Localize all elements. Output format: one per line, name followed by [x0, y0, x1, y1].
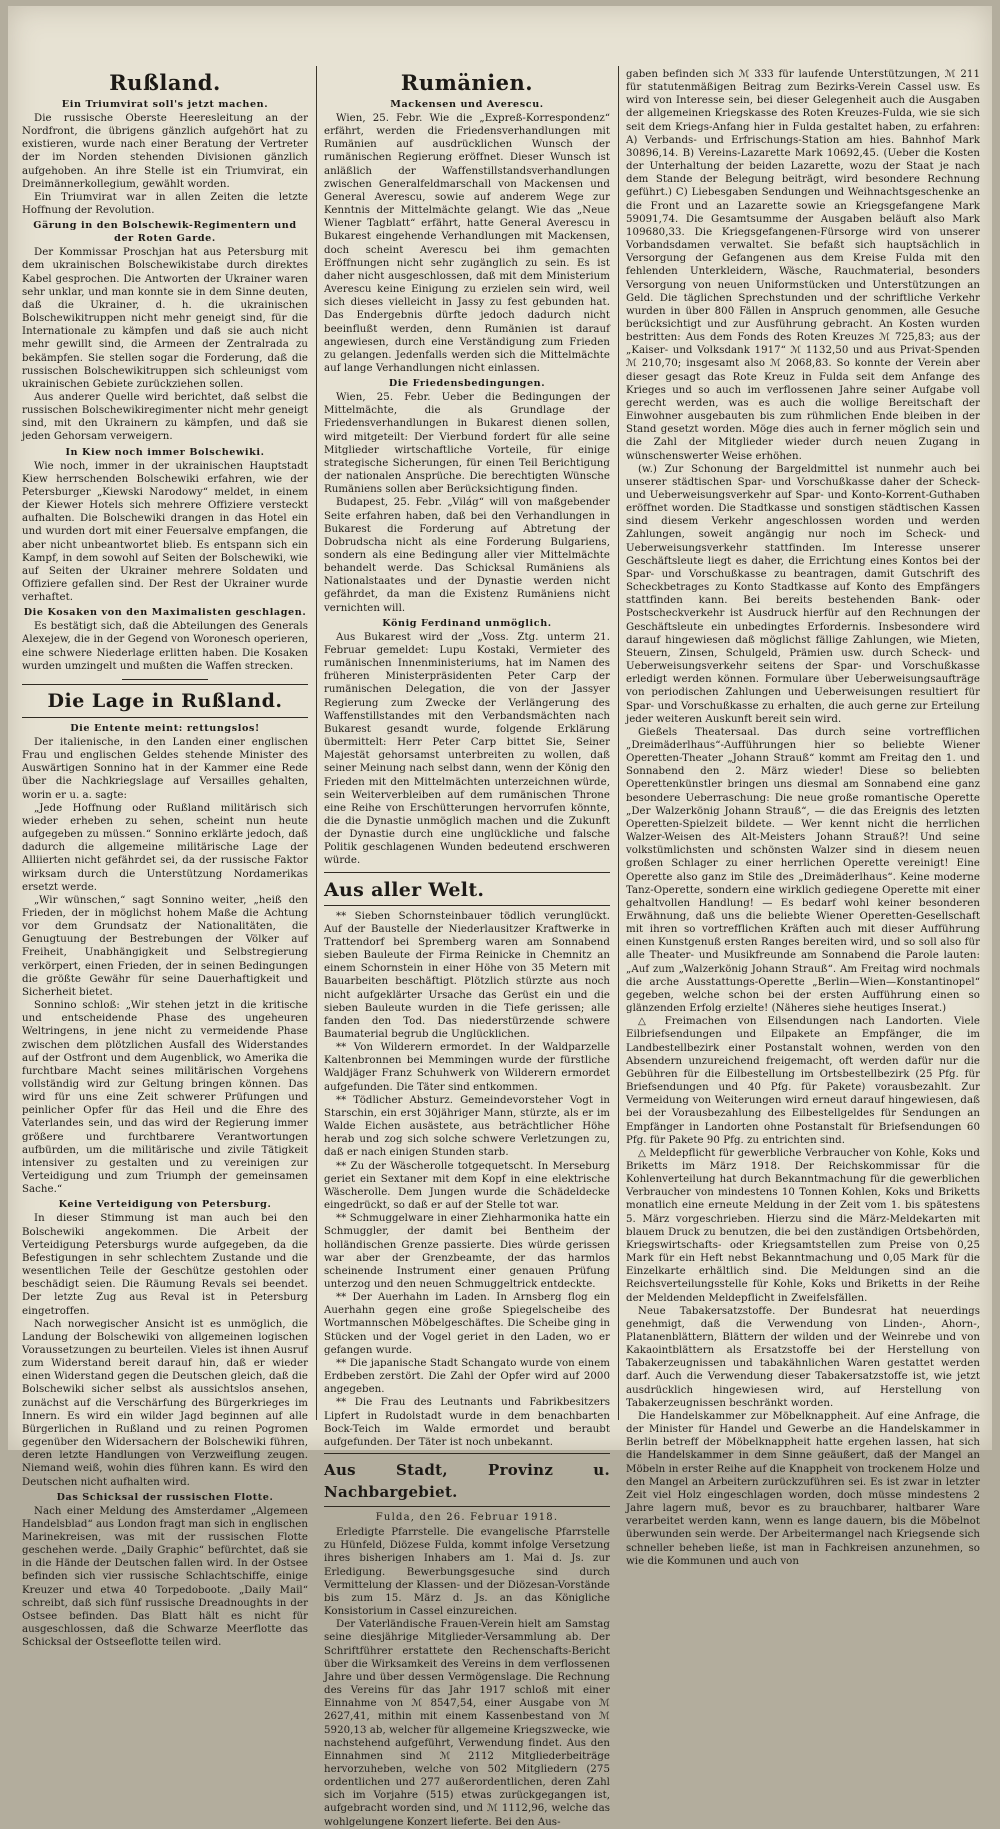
- paragraph: Wien, 25. Febr. Wie die „Expreß-Korrespondenz“ erfährt, werden die Friedensverhandlungen mit Rumänien auf ausdrücklichen Wunsch der rumänischen Regierung eröffnet. Dieser Wunsch ist anläßlich der Waffenstillstandsverhandlungen zwischen Generalfeldmarschall von Mackensen und General Averescu, sowie auf anderem Wege zur Kenntnis der Mittelmächte gelangt. Wie das „Neue Wiener Tagblatt“ erfährt, hatte General Averescu in Bukarest eingehende Verhandlungen mit Mackensen, doch scheint Averescu bei ihm gemachten Eröffnungen nicht sehr zugänglich zu sein. Es ist daher nicht ausgeschlossen, daß mit dem Ministerium Averescu keine Einigung zu erzielen sein wird, weil sich dieses vielleicht in Jassy zu fest gebunden hat. Das Endergebnis dürfte jedoch dadurch nicht beeinflußt werden, denn Rumänien ist darauf angewiesen, durch eine Verständigung zum Frieden zu gelangen. Jedenfalls werden sich die Mittelmächte auf lange Verhandlungen nicht einlassen.: [324, 113, 610, 374]
- newspaper-page: [8, 6, 992, 1828]
- paragraph: gaben befinden sich ℳ 333 für laufende Unterstützungen, ℳ 211 für statutenmäßigen Beitrag zum Bezirks-Verein Cassel usw. Es wird von Interesse sein, bei dieser Gelegenheit auch die Ausgaben der allgemeinen Kriegskasse des Roten Kreuzes-Fulda, wie sie sich seit dem Kriegs-Anfang hier in Fulda gestaltet haben, zu erfahren: A) Verbands- und Erfrischungs-Station am hies. Bahnhof Mark 30896,14. B) Vereins-Lazarette Mark 10692,45. (Ueber die Kosten der Unterhaltung der beiden Lazarette, wozu der Staat je nach dem Stande der Belegung beiträgt, wird besondere Rechnung geführt.) C) Liebesgaben Sendungen und Weihnachtsgeschenke an die Front und an Lazarette sowie an Kriegsgefangene Mark 59091,74. Die Gesamtsumme der Ausgaben beläuft also Mark 109680,33. Die Kriegsgefangenen-Fürsorge wird von unserer Vorbandsdamen verwaltet. Sie befaßt sich hauptsächlich in Versorgung der Gefangenen aus dem Kreise Fulda mit den fehlenden Unterkleidern, Wäsche, Rauchmaterial, besonders Versorgung von neuen Uniformstücken und Unterstützungen an Geld. Die täglichen Sprechstunden und der schriftliche Verkehr wurden in über 800 Fällen in Anspruch genommen, alle Gesuche berücksichtigt und zur Ausführung gebracht. An Kosten wurden bestritten: Aus dem Fonds des Roten Kreuzes ℳ 725,83; aus der „Kaiser- und Volksdank 1917“ ℳ 1132,50 und aus Privat-Spenden ℳ 210,70; insgesamt also ℳ 2068,83. So konnte der Verein aber dieser gesagt das Rote Kreuz in Fulda seit dem Anfange des Krieges und so auch im verflossenen Jahre seiner Aufgabe voll gerecht werden, was es auch die wollige Bereitschaft der Einwohner ausgebauten bis zum rühmlichen Ende bleiben in der Stand gesetzt worden. Möge dies auch in ferner möglich sein und die Zahl der Mitglieder wieder durch neuen Zugang in wünschenswerter Weise erhöhen.: [626, 69, 980, 462]
- paragraph: Wien, 25. Febr. Ueber die Bedingungen der Mittelmächte, die als Grundlage der Friedensverhandlungen in Bukarest dienen sollen, wird mitgeteilt: Der Vierbund fordert für alle seine Mitglieder wirtschaftliche Vorteile, für einige strategische Sicherungen, für einen Teil Berichtigung der nationalen Ansprüche. Die berechtigten Wünsche Rumäniens sollen aber Berücksichtigung finden.: [324, 392, 610, 496]
- paragraph: Nach einer Meldung des Amsterdamer „Algemeen Handelsblad“ aus London fragt man sich in englischen Marinekreisen, was mit der russischen Flotte geschehen werde. „Daily Graphic“ befürchtet, daß sie in die Hände der Deutschen fallen wird. In der Ostsee befinden sich vier russische Schlachtschiffe, einige Kreuzer und etwa 40 Torpedoboote. „Daily Mail“ schreibt, daß sich fünf russische Dreadnoughts in der Ostsee befinden. Das Blatt hält es nicht für ausgeschlossen, daß die Schwarze Meerflotte das Schicksal der Ostseeflotte teilen wird.: [22, 1505, 308, 1649]
- subhead-gaerung: Gärung in den Bolschewik-Regimentern und der Roten Garde.: [33, 220, 297, 245]
- paragraph: „Jede Hoffnung oder Rußland militärisch sich wieder erheben zu sehen, scheint nun heute aufgegeben zu müssen.“ Sonnino erklärte jedoch, daß dadurch die allgemeine militärische Lage der Alliierten nicht gefährdet sei, da der russische Faktor wirksam durch die Unterstützung Nordamerikas ersetzt werde.: [22, 802, 308, 893]
- news-item: ** Schmuggelware in einer Ziehharmonika hatte ein Schmuggler, der damit bei Bentheim der holländischen Grenze passierte. Dies würde gerissen war aber der Grenzbeamte, der das harmlos scheinende Instrument einer genauen Prüfung unterzog und den neuen Schmuggeltrick entdeckte.: [324, 1213, 610, 1290]
- column-1: [22, 68, 308, 1649]
- heading-frame: [22, 684, 308, 718]
- heading-russland: Rußland.: [109, 70, 221, 95]
- subhead-entente: Die Entente meint: rettungslos!: [70, 722, 260, 734]
- paragraph: Nach norwegischer Ansicht ist es unmöglich, die Landung der Bolschewiki von allgemeinen logischen Voraussetzungen zu beurteilen. Vieles ist ihnen Ausruf zum Widerstand bereit darauf hin, daß er wieder einen Widerstand gegen die Deutschen gleich, daß die Bolschewiki sicher selbst als aussichtslos ansehen, zunächst auf die Verschärfung des Bürgerkrieges im Innern. Es wird ein wilder Jagd beginnen auf alle Bürgerlichen in Rußland und zu reinen Pogromen gegenüber den Widersachern der Bolschewiki führen, deren letzte Handlungen von Verzweiflung zeugen. Niemand weiß, wohin dies führen kann. Es wird den Deutschen nicht aufhalten wird.: [22, 1318, 308, 1488]
- subhead-friedensbedingungen: Die Friedensbedingungen.: [388, 378, 546, 390]
- news-item: ** Von Wilderern ermordet. In der Waldparzelle Kaltenbronnen bei Memmingen wurde der fürstliche Waldjäger Franz Schuhwerk von Wilderern ermordet aufgefunden. Die Täter sind entkommen.: [324, 1042, 610, 1093]
- news-item: ** Die Frau des Leutnants und Fabrikbesitzers Lipfert in Rudolstadt wurde in dem benachbarten Bock-Teich im Walde ermordet und beraubt aufgefunden. Der Täter ist noch unbekannt.: [324, 1397, 610, 1448]
- subhead-mackensen: Mackensen und Averescu.: [390, 99, 544, 110]
- divider: [122, 679, 208, 680]
- paragraph: Aus anderer Quelle wird berichtet, daß selbst die russischen Bolschewikiregimenter nicht mehr geneigt sind, mit den Ukrainern zu kämpfen, und daß sie jeden Gehorsam verweigern.: [22, 391, 308, 443]
- column-2: [324, 68, 610, 1828]
- paragraph: Der italienische, in den Landen einer englischen Frau und englischen Geldes stehende Minister des Auswärtigen Sonnino hat in der Kammer eine Rede über die Nachkriegslage auf Versailles gehalten, worin er u. a. sagte:: [22, 736, 308, 801]
- paragraph: Aus Bukarest wird der „Voss. Ztg. unterm 21. Februar gemeldet: Lupu Kostaki, Vermieter des rumänischen Innenministeriums, hat im Namen des früheren Ministerpräsidenten Peter Carp der rumänischen Delegation, die von der Jassyer Regierung zum Zwecke der Verlängerung des Waffenstillstandes mit den Verbandsmächten nach Bukarest gesandt wurde, folgende Erklärung übermittelt: Herr Peter Carp bittet Sie, Seiner Majestät gehorsamst unterbreiten zu wollen, daß seiner Meinung nach selbst dann, wenn der König den Frieden mit den Mittelmächten unterzeichnen würde, sein Weiterverbleiben auf dem rumänischen Throne eine Reihe von Erschütterungen hervorrufen könnte, die die Dynastie unmöglich machen und die Zukunft der Dynastie durch eine unglückliche und falsche Politik geschlagenen Wunden bedeutend erschweren würde.: [324, 631, 610, 867]
- news-item: ** Die japanische Stadt Schangato wurde von einem Erdbeben zerstört. Die Zahl der Opfer wird auf 2000 angegeben.: [324, 1357, 610, 1396]
- column-rule-1: [316, 66, 317, 1420]
- heading-aus-aller-welt: Aus aller Welt.: [324, 878, 485, 901]
- subhead-petersburg: Keine Verteidigung von Petersburg.: [58, 1199, 272, 1211]
- paragraph: △ Freimachen von Eilsendungen nach Landorten. Viele Eilbriefsendungen und Eilpakete an Empfänger, die im Landbestellbezirk einer Postanstalt wohnen, werden von den Absendern unzureichend freigemacht, oft werden dafür nur die Gebühren für die Eilbestellung im Ortsbestellbezirk (25 Pfg. für Briefsendungen und 40 Pfg. für Pakete) vorausbezahlt. Zur Vermeidung von Weiterungen wird erneut darauf hingewiesen, daß bei der Vorausbezahlung des Eilbestellgeldes für Sendungen an Empfänger in Landorten ohne Postanstalt für Briefsendungen 60 Pfg. für Pakete 90 Pfg. zu entrichten sind.: [626, 1016, 980, 1146]
- column-3: [626, 68, 980, 1567]
- subhead-kiew: In Kiew noch immer Bolschewiki.: [65, 446, 265, 458]
- paragraph: Budapest, 25. Febr. „Világ“ will von maßgebender Seite erfahren haben, daß bei den Verhandlungen in Bukarest die Forderung auf Abtretung der Dobrudscha nicht als eine Forderung Bulgariens, sondern als eine Bedingung aller vier Mittelmächte behandelt werde. Das Schicksal Rumäniens als Nationalstaates und der Dynastie werden nicht gefährdet, da man die Existenz Rumäniens nicht vernichten will.: [324, 497, 610, 614]
- dateline: Fulda, den 26. Februar 1918.: [375, 1512, 559, 1523]
- heading-frame: [324, 872, 610, 906]
- news-item: ** Der Auerhahn im Laden. In Arnsberg flog ein Auerhahn gegen eine große Spiegelscheibe des Wortmannschen Möbelgeschäftes. Die Scheibe ging in Stücken und der Vogel geriet in den Laden, wo er gefangen wurde.: [324, 1292, 610, 1356]
- paragraph: Es bestätigt sich, daß die Abteilungen des Generals Alexejew, die in der Gegend von Woronesch operieren, eine schwere Niederlage erlitten haben. Die Kosaken wurden umzingelt und mußten die Waffen strecken.: [22, 621, 308, 672]
- subhead-flotte: Das Schicksal der russischen Flotte.: [56, 1491, 274, 1503]
- paragraph: (w.) Zur Schonung der Bargeldmittel ist nunmehr auch bei unserer städtischen Spar- und Vorschußkasse daher der Scheck- und Ueberweisungsverkehr auf Spar- und Konto-Korrent-Guthaben eröffnet worden. Die Stadtkasse und sonstigen städtischen Kassen sind diesem Verkehr angeschlossen worden und werden Zahlungen, soweit angängig nur noch im Scheck- und Ueberweisungsverkehr stattfinden. Im Interesse unserer Geschäftsleute liegt es daher, die Errichtung eines Kontos bei der Spar- und Vorschußkasse zu beantragen, damit Gutschrift des Scheckbetrages zu Konto Stadtkasse auf Konto des Empfängers stattfinden kann. Bei bereits bestehenden Bank- oder Postscheckverkehr ist Ausdruck hierfür auf den Rechnungen der Geschäftsleute ein unbedingtes Erfordernis. Insbesondere wird darauf hingewiesen daß möglichst fällige Zahlungen, wie Mieten, Steuern, Zinsen, Schulgeld, Prämien usw. durch Scheck- und Ueberweisungsverkehr seitens der Spar- und Vorschußkasse erledigt werden können. Formulare über Ueberweisungsaufträge von periodischen Zahlungen und Ueberweisungen resultiert für Spar- und Vorschußkasse zu erhalten, die auch gerne zur Erteilung jeder weiteren Auskunft bereit sein wird.: [626, 463, 980, 725]
- heading-lage-russland: Die Lage in Rußland.: [47, 689, 283, 712]
- paragraph: Wie noch, immer in der ukrainischen Hauptstadt Kiew herrschenden Bolschewiki erfahren, wie der Petersburger „Kiewski Narodowy“ meldet, in einem der Kiewer Hotels sich mehrere Offiziere versteckt aufhalten. Die Bolschewiki drangen in das Hotel ein und wurden dort mit einer Feuersalve empfangen, die aber nicht unbeantwortet blieb. Es entspann sich ein Kampf, in dem sowohl auf Seiten der Bolschewiki, wie auf Seiten der Ukrainer mehrere Soldaten und Offiziere gefallen sind. Der Rest der Ukrainer wurde verhaftet.: [22, 460, 308, 604]
- news-item: ** Zu der Wäscherolle totgequetscht. In Merseburg geriet ein Sextaner mit dem Kopf in eine elektrische Wäscherolle. Dem Jungen wurde die Schädeldecke eingedrückt, so daß er auf der Stelle tot war.: [324, 1160, 610, 1212]
- paragraph: Der Vaterländische Frauen-Verein hielt am Samstag seine diesjährige Mitglieder-Versammlung ab. Der Schriftführer erstattete den Rechenschafts-Bericht über die Wirksamkeit des Vereins in dem verflossenen Jahre und über dessen Vermögenslage. Die Rechnung des Vereins für das Jahr 1917 schloß mit einer Einnahme von ℳ 8547,54, einer Ausgabe von ℳ 2627,41, mithin mit einem Kassenbestand von ℳ 5920,13 ab, welcher für allgemeine Kriegszwecke, wie nachstehend aufgeführt, Verwendung findet. Aus den Einnahmen sind ℳ 2112 Mitgliederbeiträge hervorzuheben, welche von 502 Mitgliedern (275 ordentlichen und 277 außerordentlichen, deren Zahl sich im Vorjahre (515) etwas zurückgegangen ist, aufgebracht worden sind, und ℳ 1112,96, welche das wohlgelungene Konzert lieferte. Bei den Aus-: [324, 1619, 610, 1828]
- paragraph: Neue Tabakersatzstoffe. Der Bundesrat hat neuerdings genehmigt, daß die Verwendung von Linden-, Ahorn-, Platanenblättern, Blättern der wilden und der Weinrebe und von Kakaointblättern als Ersatzstoffe bei der Herstellung von Tabakerzeugnissen und tabakähnlichen Waren gestattet werden darf. Auch die Verwendung dieser Tabakersatzstoffe ist, wie jetzt ausdrücklich hingewiesen wird, auf Herstellung von Tabakerzeugnissen beschränkt worden.: [626, 1305, 980, 1409]
- paragraph: Die Handelskammer zur Möbelknappheit. Auf eine Anfrage, die der Minister für Handel und Gewerbe an die Handelskammer in Berlin betreff der Möbelknappheit hatte ergehen lassen, hat sich die Handelskammer in dem Sinne geäußert, daß der Mangel an Möbeln in erster Reihe auf die Knappheit von trockenem Holze und den Mangel an Arbeitern zurückzuführen sei. Es ist zwar in letzter Zeit viel Holz eingeschlagen worden, doch müsse mindestens 2 Jahre lagern muß, bevor es zu brauchbarer, haltbarer Ware verarbeitet werden kann, wenn es lange dauern, bis die Möbelnot überwunden sein werde. Der Arbeitermangel nach Kriegsende sich schneller beheben ließe, ist man in Fachkreisen anzunehmen, so wie die Kommunen und auch von: [626, 1410, 980, 1567]
- paragraph: Die russische Oberste Heeresleitung an der Nordfront, die übrigens gänzlich aufgehört hat zu existieren, wurde nach einer Beratung der Vertreter der im Norden stehenden Divisionen gänzlich aufgehoben. An ihre Stelle ist ein Triumvirat, ein Dreimännerkollegium, gewählt worden.: [22, 113, 308, 190]
- heading-aus-stadt-provinz: Aus Stadt, Provinz u. Nachbargebiet.: [324, 1461, 610, 1501]
- paragraph: Ein Triumvirat war in allen Zeiten die letzte Hoffnung der Revolution.: [22, 191, 308, 217]
- subhead-kosaken: Die Kosaken von den Maximalisten geschlagen.: [23, 607, 307, 619]
- paragraph: Der Kommissar Proschjan hat aus Petersburg mit dem ukrainischen Bolschewikistabe durch direktes Kabel gesprochen. Die Antworten der Ukrainer waren sehr unklar, und man konnte sie in dem Sinne deuten, daß die Ukrainer, d. h. die ukrainischen Bolschewikitruppen nicht mehr geneigt sind, für die Internationale zu kämpfen und daß sie auch nicht mehr gewillt sind, die Armeen der Zentralrada zu bekämpfen. Sie stellen sogar die Forderung, daß die russischen Bolschewikitruppen sich schleunigst vom ukrainischen Gebiete zurückziehen sollen.: [22, 247, 308, 390]
- paragraph: Gießels Theatersaal. Das durch seine vortrefflichen „Dreimäderlhaus“-Aufführungen hier so beliebte Wiener Operetten-Theater „Johann Strauß“ kommt am Freitag den 1. und Sonnabend den 2. März wieder! Diese so beliebten Operettenkünstler bringen uns diesmal am Sonnabend eine ganz besondere Ueberraschung: Die neue große romantische Operette „Der Walzerkönig Johann Strauß“, — die das Ereignis des letzten Operetten-Spielzeit bildete. — Wer kennt nicht die herrlichen Walzer-Weisen des Alt-Meisters Johann Strauß?! Und seine volkstümlichsten und schönsten Walzer sind in diesem neuen großen Schlager zu einer herrlichen Operette vereinigt! Eine Operette also ganz im Stile des „Dreimäderlhaus“. Keine moderne Tanz-Operette, sondern eine wirklich gediegene Operette mit einer gehaltvollen Handlung! — Es bedarf wohl keiner besonderen Erwähnung, daß uns die beliebte Wiener Operetten-Gesellschaft mit ihren so vortrefflichen Kräften auch mit dieser Aufführung einen Kunstgenuß ersten Ranges bereiten wird, und so soll also für alle Theater- und Musikfreunde am Sonnabend die Parole lauten: „Auf zum „Walzerkönig Johann Strauß“. Am Freitag wird nochmals die arche Ausstattungs-Operette „Berlin—Wien—Konstantinopel“ gegeben, welche schon bei der ersten Aufführung einen so glänzenden Erfolg erzielte! (Näheres siehe heutiges Inserat.): [626, 726, 980, 1015]
- heading-rumaenien: Rumänien.: [400, 70, 534, 95]
- paragraph: Erledigte Pfarrstelle. Die evangelische Pfarrstelle zu Hünfeld, Diözese Fulda, kommt infolge Versetzung ihres bisherigen Inhabers am 1. Mai d. Js. zur Erledigung. Bewerbungsgesuche sind durch Vermittelung der Klassen- und der Diözesan-Vorstände bis zum 15. März d. Js. an das Königliche Konsistorium in Cassel einzureichen.: [324, 1527, 610, 1618]
- paragraph: In dieser Stimmung ist man auch bei den Bolschewiki angekommen. Die Arbeit der Verteidigung Petersburgs wurde aufgegeben, da die Befestigungen in sehr schlechtem Zustande und die wesentlichen Teile der Geschütze gestohlen oder beschädigt seien. Die Räumung Revals sei beendet. Der letzte Zug aus Reval ist in Petersburg eingetroffen.: [22, 1213, 308, 1317]
- heading-frame: [324, 1453, 610, 1507]
- paragraph: „Wir wünschen,“ sagt Sonnino weiter, „heiß den Frieden, der in möglichst hohem Maße die Achtung vor dem Grundsatz der Nationalitäten, die Genugtuung der Bestrebungen der Völker auf Freiheit, Unabhängigkeit und Selbstregierung verkörpert, einen Frieden, der in seinen Bedingungen die größte Gewähr für seine Dauerhaftigkeit und Sicherheit bietet.: [22, 894, 308, 998]
- paragraph: Sonnino schloß: „Wir stehen jetzt in die kritische und entscheidende Phase des ungeheuren Weltringens, in jene nicht zu vermeidende Phase zwischen dem plötzlichen Ausfall des Widerstandes auf der Ostfront und dem Augenblick, wo Amerika die furchtbare Macht seines militärischen Vorgehens vollständig wird zur Geltung bringen können. Das wird für uns eine Zeit schwerer Prüfungen und peinlicher Opfer für das Heil und die Ehre des Vaterlandes sein, und das wird der Regierung immer größere und furchtbarere Verantwortungen aufbürden, um die militärische und zivile Tätigkeit intensiver zu gestalten und zu vereinigen zur Verteidigung und zum Triumph der gemeinsamen Sache.“: [22, 1000, 308, 1196]
- subhead-triumvirat: Ein Triumvirat soll's jetzt machen.: [61, 99, 269, 110]
- news-item: ** Tödlicher Absturz. Gemeindevorsteher Vogt in Starschin, ein erst 30jähriger Mann, stürzte, als er im Walde Eichen ausästete, aus beträchtlicher Höhe herab und zog sich solche schwere Verletzungen zu, daß er nach einigen Stunden starb.: [324, 1094, 610, 1159]
- column-rule-2: [618, 66, 619, 1420]
- subhead-koenig-ferdinand: König Ferdinand unmöglich.: [382, 617, 552, 629]
- news-item: ** Sieben Schornsteinbauer tödlich verunglückt. Auf der Baustelle der Niederlausitzer Kraftwerke in Trattendorf bei Spremberg waren am Sonnabend sieben Bauleute der Firma Reinicke in Chemnitz an einem Schornstein in einer Höhe von 35 Metern mit Bauarbeiten beschäftigt. Plötzlich stürzte aus noch nicht aufgeklärter Ursache das Gerüst ein und die sieben Bauleute wurden in die Tiefe gerissen; alle fanden den Tod. Das niederstürzende schwere Baumaterial begrub die Unglücklichen.: [324, 910, 610, 1040]
- paragraph: △ Meldepflicht für gewerbliche Verbraucher von Kohle, Koks und Briketts im März 1918. Der Reichskommissar für die Kohlenverteilung hat durch Bekanntmachung für die gewerblichen Verbraucher von mindestens 10 Tonnen Kohlen, Koks und Briketts monatlich eine erneute Meldung in der Zeit vom 1. bis spätestens 5. März vorgeschrieben. Hierzu sind die März-Meldekarten mit blauem Druck zu benutzen, die bei den zuständigen Ortsbehörden, Kriegswirtschafts- oder Kriegsamtstellen zum Preise von 0,25 Mark für ein Heft nebst Bekanntmachung und 0,05 Mark für die Einzelkarte erhältlich sind. Die Meldungen sind an die Reichsverteilungsstelle für Kohle, Koks und Briketts in der Reihe der Meldenden Meldepflicht in Zweifelsfällen.: [626, 1147, 980, 1304]
